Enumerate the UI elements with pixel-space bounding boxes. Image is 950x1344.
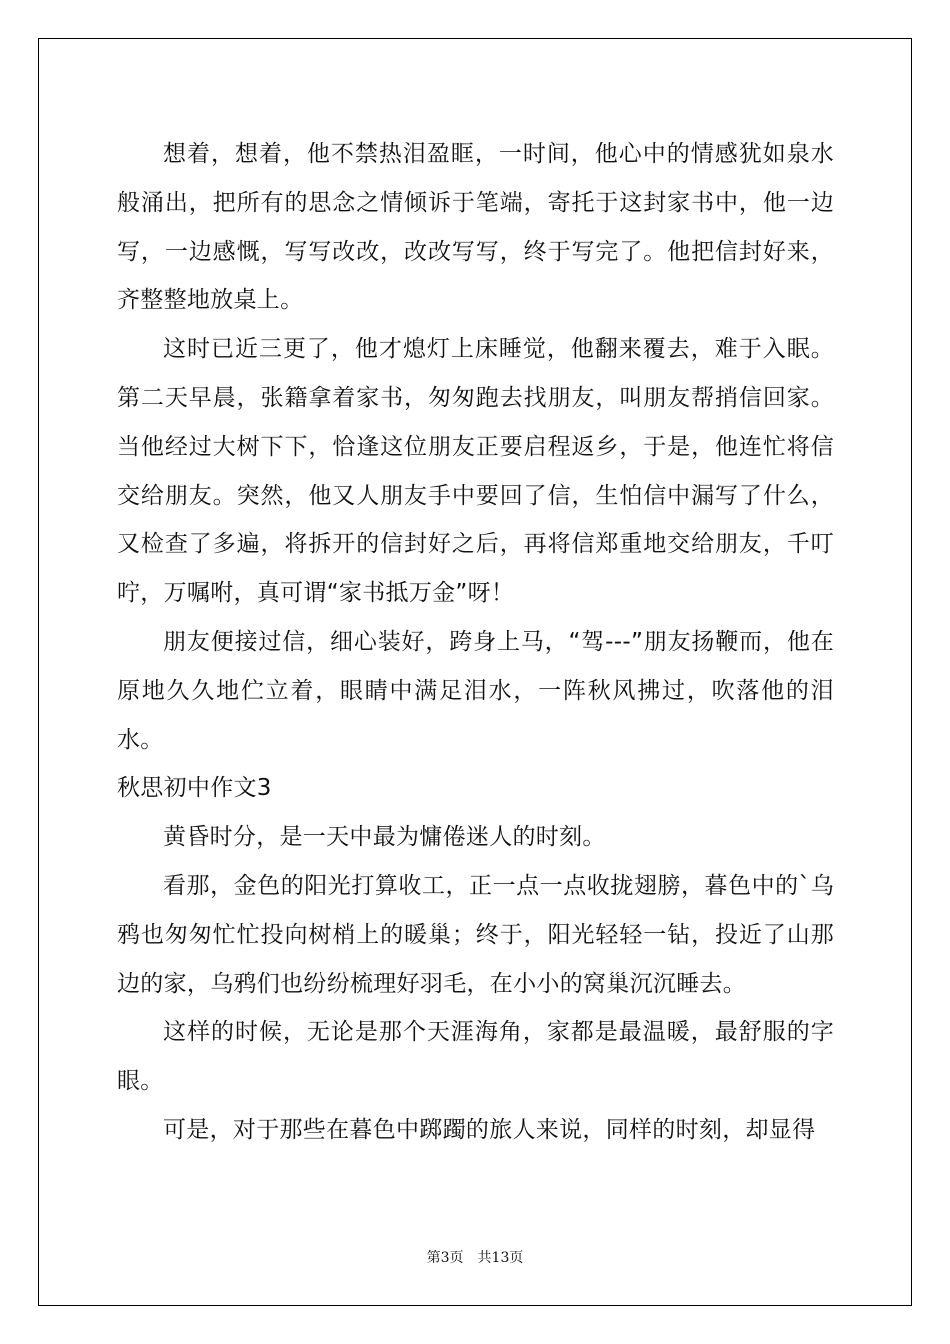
- page-number: 第3页 共13页: [426, 1250, 524, 1266]
- paragraph: 这样的时候，无论是那个天涯海角，家都是最温暖，最舒服的字眼。: [117, 1019, 834, 1095]
- paragraph: 朋友便接过信，细心装好，跨身上马，“驾---”朋友扬鞭而，他在原地久久地伫立着，眼睛中满足泪水，一阵秋风拂过，吹落他的泪水。: [117, 628, 834, 753]
- document-body: [117, 130, 834, 1155]
- paragraph: 可是，对于那些在暮色中踯躅的旅人来说，同样的时刻，却显得: [163, 1116, 816, 1143]
- paragraph: 看那，金色的阳光打算收工，正一点一点收拢翅膀，暮色中的`乌鸦也匆匆忙忙投向树梢上的暖巢；终于，阳光轻轻一钻，投近了山那边的家，乌鸦们也纷纷梳理好羽毛，在小小的窝巢沉沉睡去。: [117, 872, 834, 997]
- section-heading: 秋思初中作文3: [117, 775, 272, 802]
- paragraph: 这时已近三更了，他才熄灯上床睡觉，他翻来覆去，难于入眠。第二天早晨，张籍拿着家书，匆匆跑去找朋友，叫朋友帮捎信回家。当他经过大树下下，恰逢这位朋友正要启程返乡，于是，他连忙将信交给朋友。突然，他又人朋友手中要回了信，生怕信中漏写了什么，又检查了多遍，将拆开的信封好之后，再将信郑重地交给朋友，千叮咛，万嘱咐，真可谓“家书抵万金”呀！: [117, 336, 834, 607]
- paragraph: 想着，想着，他不禁热泪盈眶，一时间，他心中的情感犹如泉水般涌出，把所有的思念之情倾诉于笔端，寄托于这封家书中，他一边写，一边感慨，写写改改，改改写写，终于写完了。他把信封好来，齐整整地放桌上。: [117, 141, 834, 314]
- paragraph: 黄昏时分，是一天中最为慵倦迷人的时刻。: [163, 824, 606, 851]
